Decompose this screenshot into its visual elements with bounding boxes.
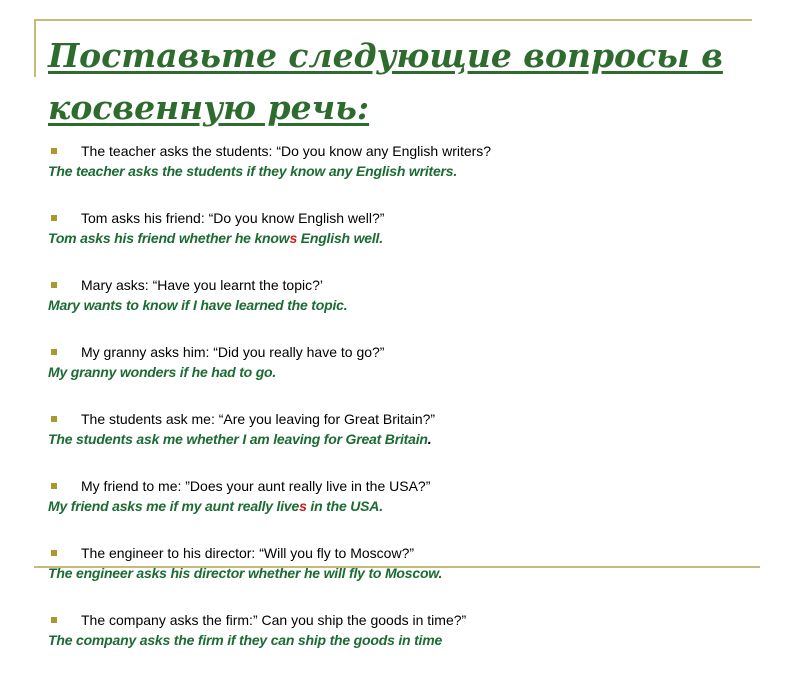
question-line [48,208,778,228]
answer-text: The company asks the firm if they can ship the goods in time [48,632,443,648]
square-bullet-icon [51,282,57,288]
answer-text [48,429,778,449]
question-line [48,275,778,295]
exercise-list [48,141,778,677]
square-bullet-icon [51,416,57,422]
square-bullet-icon [51,617,57,623]
list-item [48,409,778,449]
answer-part: My friend asks me if my aunt really live [48,498,300,514]
question-line [48,610,778,630]
answer-part: English well. [297,230,383,246]
question-line [48,342,778,362]
answer-part: Tom asks his friend whether he know [48,230,290,246]
answer-text [48,228,778,248]
frame-left-line [34,19,36,77]
square-bullet-icon [51,483,57,489]
question-line [48,543,778,563]
answer-text: The teacher asks the students if they know any English writers. [48,163,458,179]
question-text: The students ask me: “Are you leaving for Great Britain?” [81,411,436,427]
frame-top-line [34,19,752,21]
question-text: My granny asks him: “Did you really have to go?” [81,344,385,360]
list-item [48,275,778,315]
square-bullet-icon [51,215,57,221]
question-text: The teacher asks the students: “Do you know any English writers? [81,143,492,159]
question-text: Mary asks: “Have you learnt the topic?’ [81,277,323,293]
answer-text: My granny wonders if he had to go. [48,364,277,380]
answer-period: . [427,431,432,447]
answer-part: The students ask me whether I am leaving for Great Britain [48,431,428,447]
list-item [48,610,778,650]
answer-text [48,496,778,516]
answer-text: Mary wants to know if I have learned the topic. [48,297,348,313]
question-line [48,141,778,161]
list-item [48,476,778,516]
question-text: The engineer to his director: “Will you fly to Moscow?” [81,545,415,561]
question-text: The company asks the firm:” Can you ship the goods in time?” [81,612,467,628]
list-item [48,543,778,583]
highlighted-ending: s [299,498,307,514]
list-item [48,141,778,181]
answer-part: in the USA. [306,498,383,514]
answer-text: The engineer asks his director whether he will fly to Moscow. [48,565,443,581]
question-line [48,409,778,429]
square-bullet-icon [51,349,57,355]
square-bullet-icon [51,550,57,556]
question-text: My friend to me: ”Does your aunt really live in the USA?” [81,478,431,494]
list-item [48,208,778,248]
highlighted-ending: s [289,230,298,246]
question-text: Tom asks his friend: “Do you know English well?” [81,210,385,226]
slide-title: Поставьте следующие вопросы в косвенную речь: [48,36,723,127]
question-line [48,476,778,496]
list-item [48,342,778,382]
square-bullet-icon [51,148,57,154]
